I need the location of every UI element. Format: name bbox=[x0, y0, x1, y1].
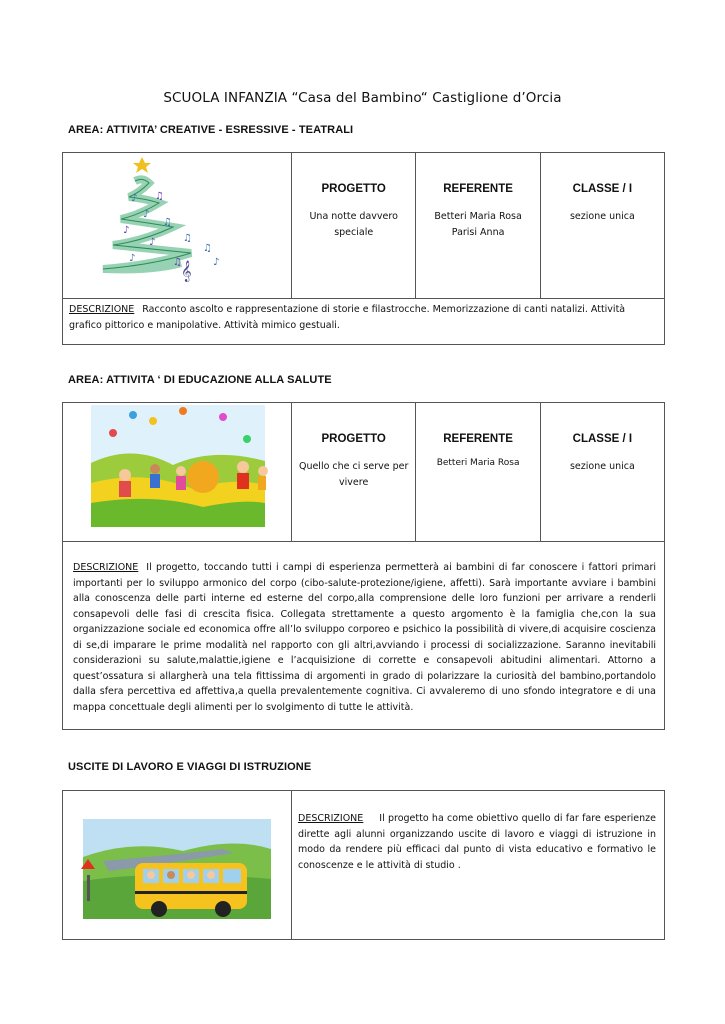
school-bus-image bbox=[63, 791, 291, 935]
svg-text:♫: ♫ bbox=[163, 217, 172, 228]
description-cell bbox=[292, 791, 665, 940]
classe-cell bbox=[540, 403, 664, 542]
svg-text:♫: ♫ bbox=[183, 233, 192, 244]
christmas-tree-music-image bbox=[63, 153, 291, 294]
progetto-value bbox=[292, 459, 415, 491]
description-text: Racconto ascolto e rappresentazione di storie e filastrocche. Memorizzazione di canti natalizi. Attività grafico pittorico e manipolative. Attività mimico gestuali. bbox=[69, 304, 626, 331]
page-title: SCUOLA INFANZIA “Casa del Bambino“ Castiglione d’Orcia bbox=[163, 90, 562, 106]
svg-text:♫: ♫ bbox=[173, 257, 182, 268]
svg-text:♪: ♪ bbox=[143, 209, 150, 220]
description-cell bbox=[63, 542, 665, 730]
description-label: DESCRIZIONE bbox=[69, 304, 135, 315]
area-heading-trips: USCITE DI LAVORO E VIAGGI DI ISTRUZIONE bbox=[68, 761, 312, 773]
svg-text:♪: ♪ bbox=[213, 257, 220, 268]
referente-value bbox=[416, 209, 539, 241]
description-label: DESCRIZIONE bbox=[298, 813, 364, 824]
progetto-line: vivere bbox=[339, 477, 369, 488]
project-table-creative bbox=[62, 152, 665, 345]
project-table-health bbox=[62, 402, 665, 730]
referente-line: Betteri Maria Rosa bbox=[436, 458, 520, 468]
progetto-header: PROGETTO bbox=[321, 183, 386, 195]
children-playing-image bbox=[63, 403, 291, 537]
progetto-value bbox=[292, 209, 415, 241]
classe-header: CLASSE / I bbox=[572, 183, 633, 195]
svg-text:♫: ♫ bbox=[155, 191, 164, 202]
progetto-cell bbox=[292, 153, 416, 299]
progetto-line: Una notte davvero bbox=[309, 211, 398, 222]
illustration-cell bbox=[63, 791, 292, 940]
svg-text:♫: ♫ bbox=[203, 243, 212, 254]
referente-line: Parisi Anna bbox=[451, 227, 505, 238]
illustration-cell bbox=[63, 153, 292, 299]
progetto-cell bbox=[292, 403, 416, 542]
illustration-cell bbox=[63, 403, 292, 542]
description-text: Il progetto, toccando tutti i campi di esperienza permetterà ai bambini di far conoscere i fattori primari importanti per lo sviluppo armonico del corpo (cibo-salute-protezione/igiene, affetti). Sarà importante avviare i bambini alla conoscenza delle parti interne ed esterne del corpo,alla comprensione delle loro funzioni per arrivare a renderli consapevoli delle fasi di crescita fisica. Collegata strettamente a questo argomento è la famiglia che,con la sua organizzazione sociale ed economica offre all’lo sviluppo corporeo e psichico la possibilità di vivere,di acquisire coscienza di se,di imparare le prime modalità nel rapporto con gli altri,avviando i processi di socializzazione. Saranno inevitabili considerazioni su salute,malattie,igiene e l’acquisizione di corrette e consapevoli abitudini alimentari. Attorno a quest’ossatura si allargherà una tela fittissima di argomenti in grado di polarizzare la curiosità del bambino,portandolo dalla sfera percettiva ed affettiva,a quella prevalentemente cognitiva. Ci avvaleremo di uno sfondo integratore e di una mappa concettuale degli alimenti per lo svolgimento di tutte le attività. bbox=[73, 562, 656, 713]
project-table-trips bbox=[62, 790, 665, 940]
classe-value: sezione unica bbox=[569, 211, 635, 222]
area-heading-creative: AREA: ATTIVITA’ CREATIVE - ESRESSIVE - TEATRALI bbox=[68, 124, 354, 136]
svg-text:𝄞: 𝄞 bbox=[181, 261, 192, 282]
referente-header: REFERENTE bbox=[443, 183, 513, 195]
progetto-line: Quello che ci serve per bbox=[298, 461, 409, 472]
classe-header: CLASSE / I bbox=[572, 433, 633, 445]
svg-text:♪: ♪ bbox=[129, 253, 136, 264]
progetto-line: speciale bbox=[334, 227, 374, 238]
referente-cell bbox=[416, 403, 540, 542]
classe-cell bbox=[540, 153, 664, 299]
description-cell bbox=[63, 299, 665, 345]
area-heading-health: AREA: ATTIVITA ‘ DI EDUCAZIONE ALLA SALUTE bbox=[68, 374, 332, 386]
description-label: DESCRIZIONE bbox=[73, 562, 139, 573]
svg-text:♪: ♪ bbox=[123, 225, 130, 236]
referente-value bbox=[416, 455, 539, 471]
referente-header: REFERENTE bbox=[443, 433, 513, 445]
referente-line: Betteri Maria Rosa bbox=[434, 211, 522, 222]
svg-text:♪: ♪ bbox=[149, 237, 156, 248]
classe-value: sezione unica bbox=[569, 461, 635, 472]
referente-cell bbox=[416, 153, 540, 299]
svg-text:♪: ♪ bbox=[131, 193, 138, 204]
description-text: Il progetto ha come obiettivo quello di far fare esperienze dirette agli alunni organizzando uscite di lavoro e viaggi di istruzione in modo da rendere più efficaci dal punto di vista educativo e formativo le conoscenze e le attività di studio . bbox=[298, 813, 656, 871]
progetto-header: PROGETTO bbox=[321, 433, 386, 445]
